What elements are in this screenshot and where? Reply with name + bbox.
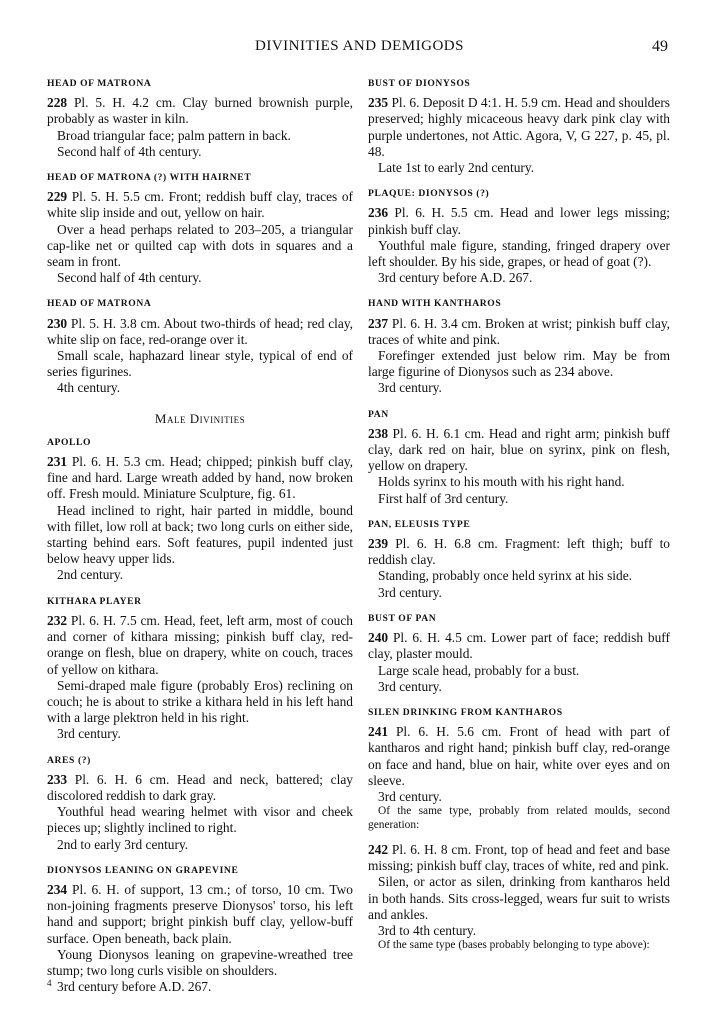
entry-description [368,536,670,568]
entry-heading: HEAD OF MATRONA [47,298,152,310]
entry-description [368,630,670,662]
entry-heading: ARES (?) [47,754,91,766]
catalogue-number: 234 [47,881,68,897]
entry-line: Pl. 5. H. 4.2 cm. Clay burned brownish purple, probably as waster in kiln. [47,95,353,127]
entry-description [47,882,353,947]
entry-text [47,222,353,271]
entry-text [368,491,670,507]
entry-line: Over a head perhaps related to 203–205, a triangular cap-like net or quilted cap with dots in squares and a seam in front. [47,221,353,270]
entry-text [368,679,670,695]
entry-line: Pl. 6. H. 6.1 cm. Head and right arm; pinkish buff clay, dark red on hair, blue on syrinx, pink on flesh, yellow on drapery. [368,425,670,474]
entry-line: Forefinger extended just below rim. May be from large figurine of Dionysos such as 234 above. [368,348,670,380]
entry-heading: BUST OF DIONYSOS [368,78,471,89]
right-column [368,76,670,963]
entry-line: Pl. 6. H. 7.5 cm. Head, feet, left arm, most of couch and corner of kithara missing; pinkish buff clay, red-orange on flesh, blue on drapery, white on couch, traces of yellow on kithara. [47,612,353,677]
entry-line: Semi-draped male figure (probably Eros) reclining on couch; he is about to strike a kithara held in his left hand with a large plektron held in his right. [47,677,353,726]
entry-text [47,804,353,836]
catalogue-entry [47,76,353,160]
entry-description [368,426,670,475]
entry-text [47,678,353,727]
entry-description [47,454,353,503]
catalogue-number: 236 [368,205,389,221]
catalogue-entry [368,76,670,176]
entry-line: Pl. 6. H. 3.4 cm. Broken at wrist; pinkish buff clay, traces of white and pink. [368,315,670,347]
entry-heading: HEAD OF MATRONA (?) WITH HAIRNET [47,172,252,184]
entry-heading: HEAD OF MATRONA [47,78,152,89]
entry-line: Holds syrinx to his mouth with his right hand. [378,474,625,490]
entry-description [368,95,670,160]
catalogue-number: 230 [47,315,68,331]
catalogue-number: 242 [368,841,389,857]
entry-heading: BUST OF PAN [368,612,437,624]
entry-description [47,316,353,348]
entry-text [47,837,353,853]
entry-heading: HAND WITH KANTHAROS [368,298,502,310]
entry-line: 3rd century before A.D. 267. [378,270,533,286]
entry-line: Pl. 6. H. 5.3 cm. Head; chipped; pinkish buff clay, fine and hard. Large wreath added by hand, now broken off. Fresh mould. Miniature Sculpture, fig. 61. [47,454,353,502]
entry-line: Pl. 6. H. 5.6 cm. Front of head with part of kantharos and right hand; pinkish buff clay, red-orange on face and hand, blue on hair, white over eyes and on sleeve. [368,724,670,788]
catalogue-entry [368,186,670,286]
catalogue-number: 237 [368,315,389,331]
entry-heading: PAN [368,408,389,420]
catalogue-entry [47,863,353,996]
entry-description [47,189,353,221]
entry-line: Pl. 6. H. 6.8 cm. Fragment: left thigh; buff to reddish clay. [368,536,671,568]
entry-line: Silen, or actor as silen, drinking from kantharos held in both hands. Sits cross-legged, wears fur suit to wrists and ankles. [368,874,670,922]
entry-description [47,613,353,678]
entry-line: Large scale head, probably for a bust. [378,662,580,678]
entry-text [368,380,670,396]
entry-note: Of the same type, probably from related moulds, second generation: [368,805,670,831]
entry-description [47,95,353,127]
entry-line: Pl. 6. H. 8 cm. Front, top of head and feet and base missing; pinkish buff clay, traces of white, red and pink. [368,841,670,874]
entry-text [47,128,353,144]
entry-text [368,663,670,679]
entry-line: Pl. 6. H. of support, 13 cm.; of torso, 10 cm. Two non-joining fragments preserve Dionysos' torso, his left hand and support; bright pinkish buff clay, yellow-buff surface. Open beneath, back plain. [47,881,354,946]
page-number: 49 [652,38,668,55]
entry-text [368,270,670,286]
entry-text [368,160,670,176]
entry-text [368,474,670,490]
entry-line: First half of 3rd century. [378,490,509,506]
entry-line: Pl. 6. H. 6 cm. Head and neck, battered; clay discolored reddish to dark gray. [47,771,353,803]
entry-text [368,348,670,380]
entry-text [47,270,353,286]
entry-line: 2nd to early 3rd century. [57,836,189,852]
catalogue-entry [47,594,353,743]
running-header [0,38,719,62]
catalogue-number: 228 [47,95,68,111]
catalogue-number: 241 [368,724,389,740]
catalogue-number: 240 [368,630,389,646]
entry-description [368,842,670,874]
catalogue-entry [368,842,670,953]
entry-text [47,144,353,160]
catalogue-entry [47,753,353,853]
entry-line: Broad triangular face; palm pattern in back. [57,127,291,143]
catalogue-entry [368,705,670,832]
entry-text [47,380,353,396]
catalogue-number: 232 [47,612,68,628]
entry-heading: APOLLO [47,436,92,448]
entry-text [47,348,353,380]
entry-line: 3rd century. [378,678,442,694]
entry-text [47,726,353,742]
entry-line: Pl. 6. H. 5.5 cm. Head and lower legs missing; pinkish buff clay. [368,205,670,237]
entry-text [368,874,670,923]
entry-line: Pl. 5. H. 3.8 cm. About two-thirds of head; red clay, white slip on face, red-orange over it. [47,315,353,347]
left-column [47,76,353,1005]
entry-text [47,947,353,979]
entry-line: 3rd century. [378,584,442,600]
entry-text [368,238,670,270]
entry-line: 4th century. [57,380,121,396]
catalogue-entry [368,407,670,507]
entry-line: 3rd to 4th century. [378,922,477,938]
entry-line: Head inclined to right, hair parted in middle, bound with fillet, low roll at back; two long curls on either side, starting behind ears. Soft features, pupil indented just below heavy upper lids. [47,502,353,567]
catalogue-number: 235 [368,95,389,111]
entry-heading: DIONYSOS LEANING ON GRAPEVINE [47,864,239,876]
entry-text [47,503,353,568]
catalogue-entry [368,517,670,601]
catalogue-number: 239 [368,536,389,552]
entry-line: Pl. 5. H. 5.5 cm. Front; reddish buff clay, traces of white slip inside and out, yellow on hair. [47,189,353,221]
catalogue-number: 229 [47,189,68,205]
entry-heading: KITHARA PLAYER [47,595,142,607]
catalogue-entry [47,170,353,286]
entry-text [368,923,670,939]
entry-description [368,316,670,348]
signature-mark: 4 [47,978,52,988]
entry-description [368,724,670,789]
section-heading: Male Divinities [154,410,246,426]
catalogue-entry [47,296,353,396]
entry-line: Pl. 6. Deposit D 4:1. H. 5.9 cm. Head and shoulders preserved; highly micaceous heavy dark pink clay with purple undertones, not Attic. Agora, V, G 227, p. 45, pl. 48. [368,95,670,159]
entry-line: Second half of 4th century. [57,143,202,159]
entry-line: Late 1st to early 2nd century. [378,160,535,176]
entry-line: Standing, probably once held syrinx at his side. [378,568,633,584]
entry-line: 3rd century. [378,380,442,396]
entry-line: 3rd century. [378,788,442,804]
entry-text [47,979,353,995]
entry-description [368,205,670,237]
entry-text [368,585,670,601]
entry-line: Youthful head wearing helmet with visor and cheek pieces up; slightly inclined to right. [47,804,353,836]
entry-text [368,789,670,805]
catalogue-entry [368,296,670,396]
entry-text [368,568,670,584]
entry-line: Young Dionysos leaning on grapevine-wreathed tree stump; two long curls visible on shoulders. [47,946,353,978]
entry-line: Small scale, haphazard linear style, typical of end of series figurines. [47,348,353,380]
catalogue-number: 238 [368,425,389,441]
entry-text [47,567,353,583]
catalogue-number: 231 [47,454,68,470]
entry-heading: PAN, ELEUSIS TYPE [368,518,471,530]
entry-line: 2nd century. [57,567,124,583]
entry-heading: PLAQUE: DIONYSOS (?) [368,188,490,200]
entry-note: Of the same type (bases probably belonging to type above): [378,939,650,952]
catalogue-entry [368,611,670,695]
entry-line: Youthful male figure, standing, fringed drapery over left shoulder. By his side, grapes, or head of goat (?). [368,237,670,270]
entry-line: Pl. 6. H. 4.5 cm. Lower part of face; reddish buff clay, plaster mould. [368,630,670,662]
catalogue-number: 233 [47,771,68,787]
entry-line: 3rd century before A.D. 267. [57,979,212,995]
running-title: DIVINITIES AND DEMIGODS [255,38,464,54]
catalogue-entry [47,435,353,584]
entry-line: Second half of 4th century. [57,270,202,286]
entry-line: 3rd century. [57,726,121,742]
entry-description [47,772,353,804]
entry-heading: SILEN DRINKING FROM KANTHAROS [368,706,563,718]
